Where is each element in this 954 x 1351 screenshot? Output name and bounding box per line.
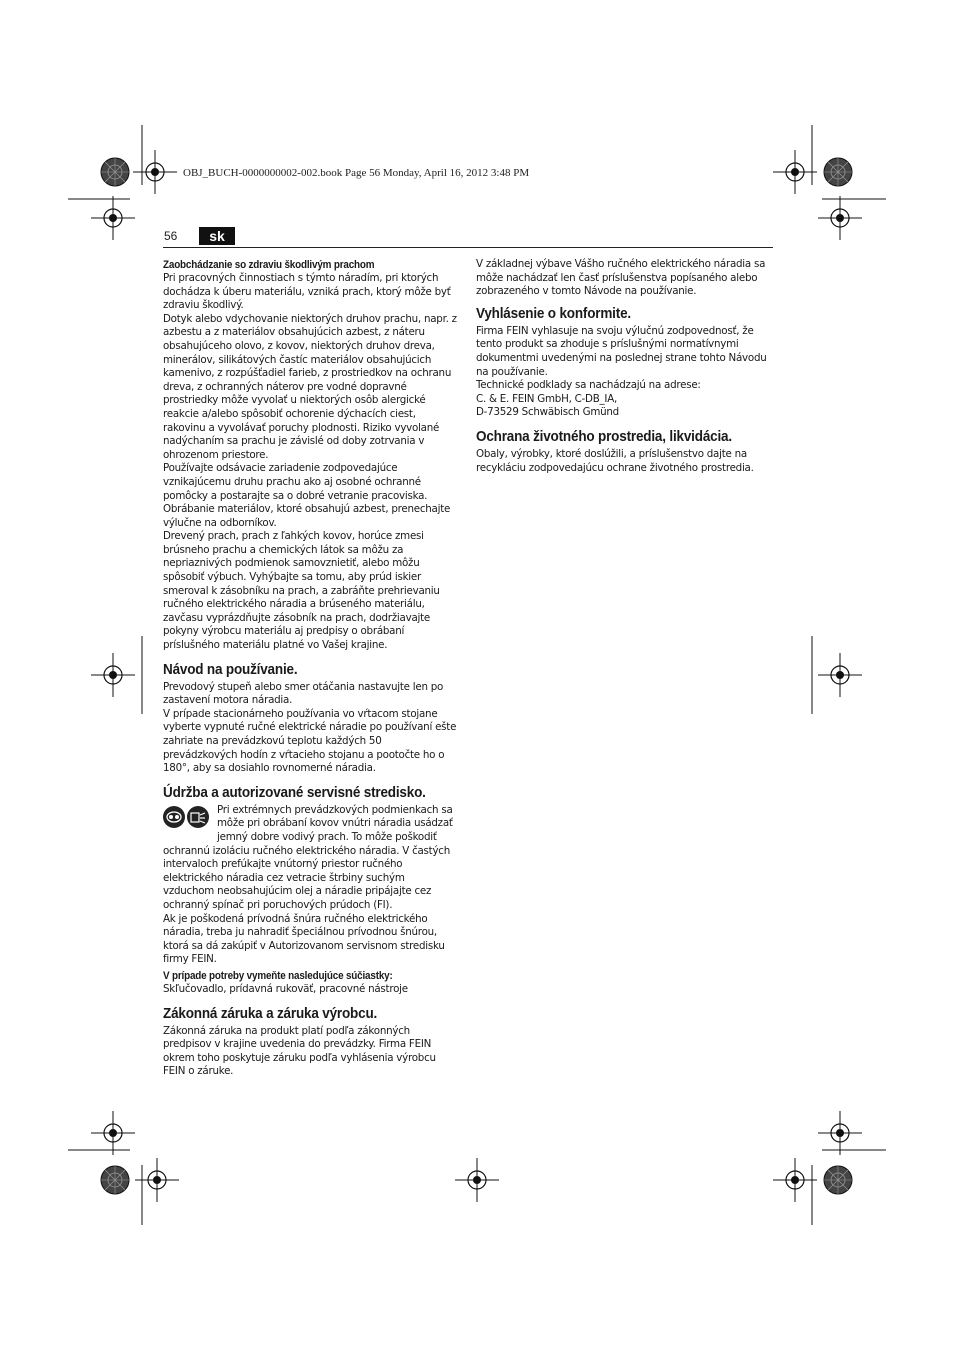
- usage-paragraph-1: Prevodový stupeň alebo smer otáčania nastavujte len po zastavení motora náradia.: [163, 680, 444, 707]
- environment-heading: Ochrana životného prostredia, likvidácia.: [476, 427, 732, 445]
- print-info: OBJ_BUCH-0000000002-002.book Page 56 Monday, April 16, 2012 3:48 PM: [183, 167, 530, 179]
- usage-heading: Návod na používanie.: [163, 660, 298, 678]
- conformity-heading: Vyhlásenie o konformite.: [476, 304, 631, 322]
- usage-paragraph-2: V prípade stacionárneho používania vo vŕtacom stojane vyberte vypnuté ručné elektrické náradie po používaní ešte zahriate na prevádzkovú teplotu každých 50 prevádzkových hodín z vŕtacieho stojanu a pootočte ho o 180°, aby sa dosiahlo rovnomerné náradia.: [163, 707, 457, 775]
- environment-paragraph-1: Obaly, výrobky, ktoré doslúžili, a príslušenstvo dajte na recykláciu zodpovedajúcu ochrane životného prostredia.: [476, 447, 754, 474]
- header-rule: [163, 247, 773, 248]
- dust-paragraph-1: Pri pracovných činnostiach s týmto náradím, pri ktorých dochádza k úberu materiálu, vzniká prach, ktorý môže byť zdraviu škodlivý.: [163, 272, 451, 312]
- service-paragraph-1: Pri extrémnych prevádzkových podmienkach sa môže pri obrábaní kovov vnútri náradia usádzať jemný dobre vodivý prach. To môže poškodiť ochrannú izoláciu ručného elektrického náradia. V častých intervaloch prefúkajte vnútorný priestor ručného elektrického náradia cez vetracie štrbiny suchým vzduchom neobsahujúcim olej a náradie pripájajte cez ochranný spínač pri poruchových prúdoch (FI).: [163, 803, 453, 911]
- dust-paragraph-4: Obrábanie materiálov, ktoré obsahujú azbest, prenechajte výlučne na odborníkov.: [163, 503, 451, 529]
- service-heading: Údržba a autorizované servisné stredisko.: [163, 783, 426, 801]
- dust-title: Zaobchádzanie so zdraviu škodlivým prachom: [163, 259, 375, 271]
- right-column: [476, 258, 770, 475]
- warranty-paragraph-1: Zákonná záruka na produkt platí podľa zákonných predpisov v krajine uvedenia do prevádzky. Firma FEIN okrem toho poskytuje záruku podľa vyhlásenia výrobcu FEIN o záruke.: [163, 1024, 436, 1078]
- dust-paragraph-3: Používajte odsávacie zariadenie zodpovedajúce vznikajúcemu druhu prachu ako aj osobné ochranné pomôcky a postarajte sa o dobré vetranie pracoviska.: [163, 462, 428, 502]
- service-paragraph-2: Ak je poškodená prívodná šnúra ručného elektrického náradia, treba ju nahradiť špeciálnou prívodnou šnúrou, ktorá sa dá zakúpiť v Autorizovanom servisnom stredisku firmy FEIN.: [163, 912, 445, 966]
- conformity-address-2: D-73529 Schwäbisch Gmünd: [476, 406, 619, 419]
- parts-list: Skľučovadlo, prídavná rukoväť, pracovné nástroje: [163, 982, 408, 995]
- service-icons: [163, 806, 215, 832]
- ventilation-blow-icon: [187, 806, 209, 828]
- left-column: [163, 258, 457, 1079]
- page-number: 56: [164, 229, 178, 243]
- eye-protection-icon: [163, 806, 185, 828]
- dust-paragraph-2: Dotyk alebo vdychovanie niektorých druhov prachu, napr. z azbestu a z materiálov obsahujúcich azbest, z náteru obsahujúceho olovo, z kovov, niektorých druhov dreva, minerálov, silikátových častíc materiálov obsahujúcich kamenivo, z rozpúšťadiel farieb, z prostriedkov na ochranu dreva, z ochranných náterov pre vodné dopravné prostriedky môže vyvolať u niektorých osôb alergické reakcie a/alebo spôsobiť ochorenie dýchacích ciest, rakovinu a vyvolávať poruchy plodnosti. Riziko vyvolané nadýchaním sa prachu je závislé od doby zotrvania v ohrozenom priestore.: [163, 312, 457, 461]
- warranty-heading: Zákonná záruka a záruka výrobcu.: [163, 1004, 378, 1022]
- conformity-paragraph-1: Firma FEIN vyhlasuje na svoju výlučnú zodpovednosť, že tento produkt sa zhoduje s príslušnými normatívnymi dokumentmi uvedenými na poslednej strane tohto Návodu na používanie.: [476, 324, 767, 378]
- accessories-intro: V základnej výbave Vášho ručného elektrického náradia sa môže nachádzať len časť príslušenstva popísaného alebo zobrazeného v tomto Návode na používanie.: [476, 258, 766, 298]
- dust-paragraph-5: Drevený prach, prach z ľahkých kovov, horúce zmesi brúsneho prachu a chemických látok sa môžu za nepriaznivých podmienok samovznietiť, alebo môžu spôsobiť výbuch. Vyhýbajte sa tomu, aby prúd iskier smeroval k zásobníku na prach, a zabráňte prehrievaniu ručného elektrického náradia a brúseného materiálu, zavčasu vyprázdňujte zásobník na prach, dodržiavajte pokyny výrobcu materiálu aj predpisy o obrábaní príslušného materiálu platné vo Vašej krajine.: [163, 530, 440, 652]
- parts-title: V prípade potreby vymeňte nasledujúce súčiastky:: [163, 969, 393, 982]
- language-badge: sk: [199, 227, 235, 245]
- conformity-paragraph-2: Technické podklady sa nachádzajú na adrese:: [476, 379, 701, 392]
- conformity-address-1: C. & E. FEIN GmbH, C-DB_IA,: [476, 392, 618, 405]
